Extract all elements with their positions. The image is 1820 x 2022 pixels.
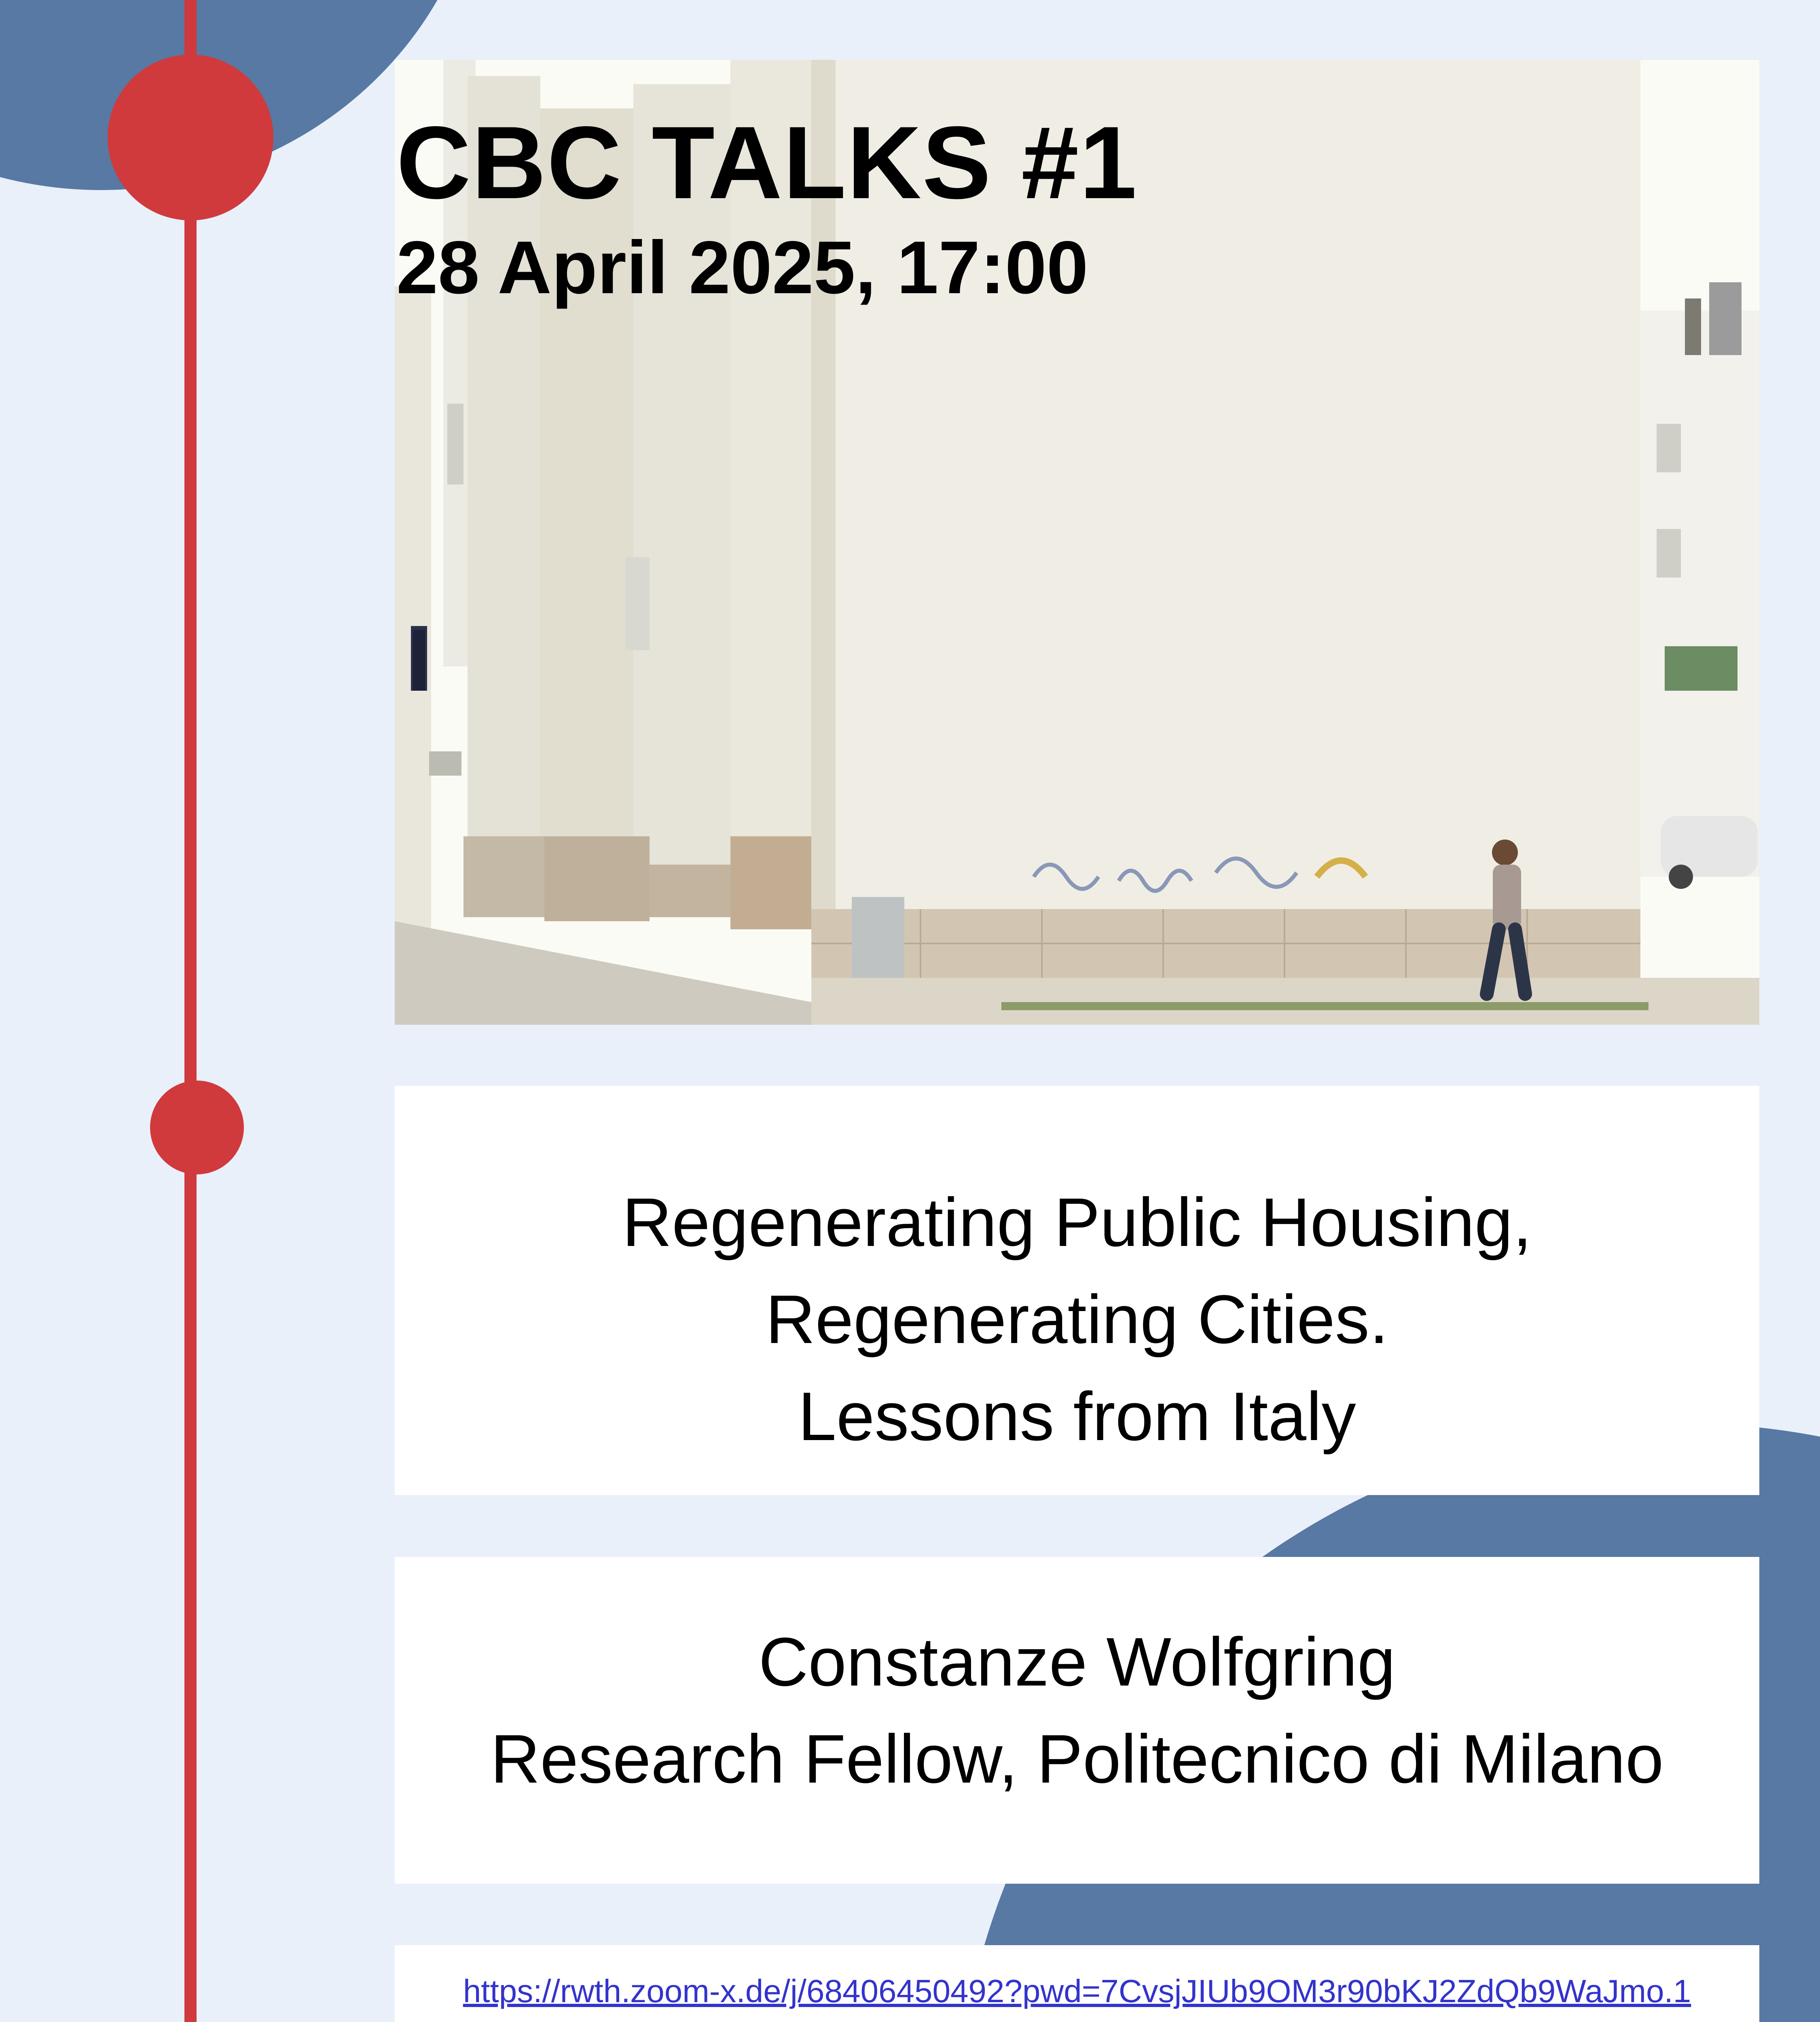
talk-title-panel [395, 1086, 1759, 1495]
talk-title-line: Lessons from Italy [798, 1378, 1356, 1455]
meeting-panel [395, 1945, 1759, 2022]
speaker-panel [395, 1557, 1759, 1884]
event-title: CBC TALKS #1 [396, 105, 1138, 220]
speaker-name: Constanze Wolfgring [758, 1624, 1396, 1701]
zoom-link[interactable]: https://rwth.zoom-x.de/j/68406450492?pwd=7CvsjJIUb9OM3r90bKJ2ZdQb9WaJmo.1 [463, 1973, 1691, 2009]
talk-title [395, 1174, 1759, 1465]
talk-title-line: Regenerating Cities. [765, 1281, 1389, 1358]
speaker-info [395, 1614, 1759, 1808]
event-date-time: 28 April 2025, 17:00 [396, 226, 1088, 309]
timeline-line [184, 0, 197, 2022]
talk-title-line: Regenerating Public Housing, [622, 1184, 1532, 1261]
speaker-affiliation: Research Fellow, Politecnico di Milano [490, 1721, 1664, 1798]
timeline-dot-middle [150, 1081, 244, 1174]
timeline-dot-large [108, 55, 273, 220]
